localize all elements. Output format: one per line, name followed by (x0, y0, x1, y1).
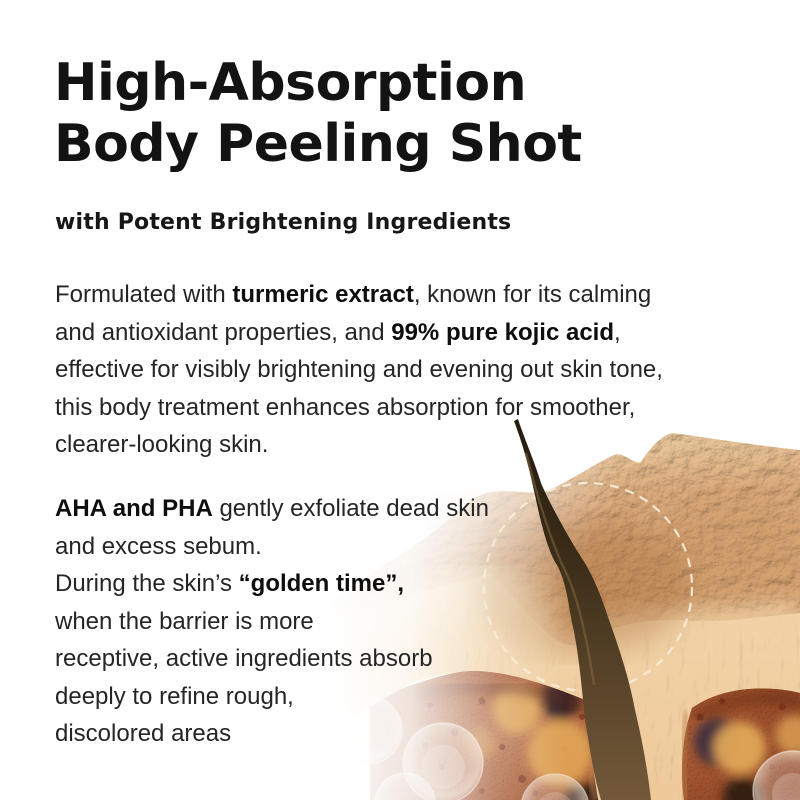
text-segment: Formulated with (55, 281, 233, 308)
text-segment: , known for its calming (413, 281, 652, 308)
text-segment: , (614, 318, 621, 346)
text-segment: and excess sebum. (55, 532, 262, 560)
text-segment: clearer-looking skin. (55, 431, 269, 458)
text-line (55, 276, 663, 314)
text-segment: gently exfoliate dead skin (212, 495, 489, 522)
title-line-2: Body Peeling Shot (54, 114, 582, 174)
text-segment: receptive, active ingredients absorb (55, 645, 433, 672)
text-segment: and antioxidant properties, and (55, 318, 392, 346)
text-line (55, 314, 663, 352)
text-bold-segment: 99% pure kojic acid (391, 318, 614, 346)
text-segment: when the barrier is more (55, 607, 314, 635)
text-segment: During the skin’s (55, 570, 239, 597)
subheading: with Potent Brightening Ingredients (55, 210, 512, 235)
text-bold-segment: AHA and PHA (55, 495, 213, 522)
text-segment: deeply to refine rough, (55, 682, 294, 710)
text-segment: effective for visibly brightening and evening out skin tone, (55, 356, 663, 383)
title-line-1: High-Absorption (54, 53, 527, 113)
text-segment: this body treatment enhances absorption for smoother, (55, 393, 636, 421)
text-bold-segment: “golden time”, (238, 570, 404, 597)
text-bold-segment: turmeric extract (232, 281, 414, 308)
page-title (54, 53, 582, 175)
text-segment: discolored areas (55, 720, 232, 747)
skin-illustration (330, 405, 800, 800)
text-line (55, 351, 663, 389)
